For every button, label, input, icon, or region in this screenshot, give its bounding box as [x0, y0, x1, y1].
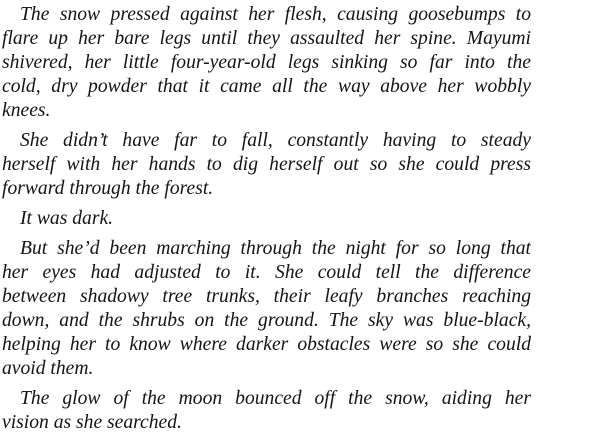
text-line: The snow pressed against her flesh, causing goosebumps to [20, 4, 531, 25]
text-line: vision as she searched. [2, 412, 182, 433]
paragraph [2, 237, 531, 381]
text-line: between shadowy tree trunks, their leafy branches reaching [2, 286, 531, 307]
text-column [2, 3, 531, 435]
text-line: forward through the forest. [2, 178, 214, 199]
text-line: flare up her bare legs until they assaulted her spine. Mayumi [2, 28, 531, 49]
text-line: helping her to know where darker obstacles were so she could [2, 334, 531, 355]
text-line: herself with her hands to dig herself out so she could press [2, 154, 531, 175]
text-line: avoid them. [2, 358, 94, 379]
paragraph [2, 129, 531, 201]
text-line: cold, dry powder that it came all the way above her wobbly [2, 76, 531, 97]
text-line: It was dark. [20, 208, 114, 229]
paragraph [2, 207, 531, 231]
text-line: her eyes had adjusted to it. She could tell the difference [2, 262, 531, 283]
text-line: down, and the shrubs on the ground. The sky was blue-black, [2, 310, 531, 331]
text-line: The glow of the moon bounced off the snow, aiding her [20, 388, 531, 409]
text-line: shivered, her little four-year-old legs sinking so far into the [2, 52, 531, 73]
paragraph [2, 387, 531, 435]
text-line: knees. [2, 100, 51, 121]
paragraph [2, 3, 531, 123]
text-line: She didn’t have far to fall, constantly having to steady [20, 130, 531, 151]
text-line: But she’d been marching through the night for so long that [20, 238, 531, 259]
